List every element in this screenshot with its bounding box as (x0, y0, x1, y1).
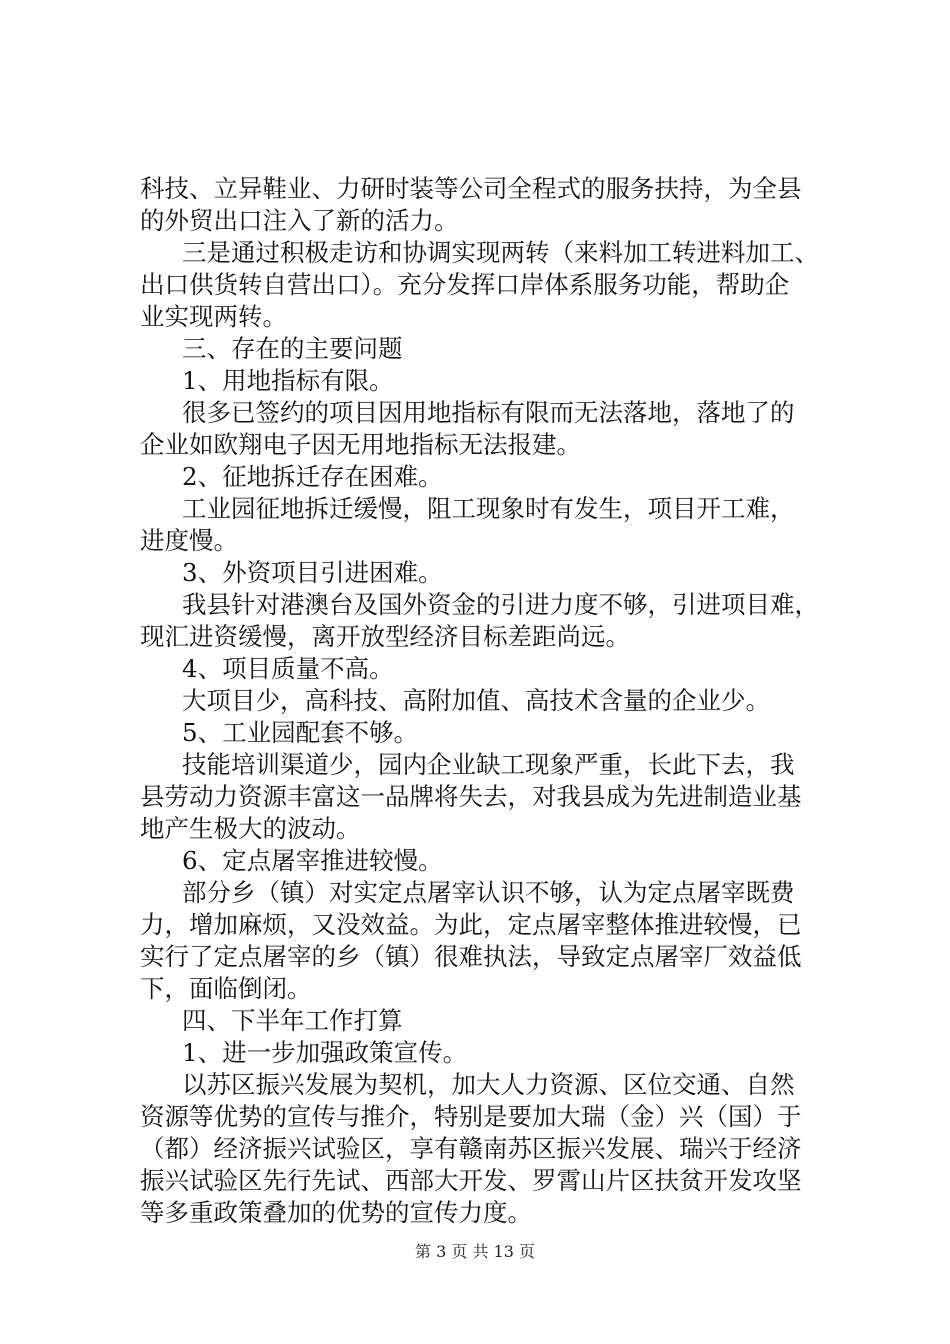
text-line: （都）经济振兴试验区，享有赣南苏区振兴发展、瑞兴于经济 (140, 1134, 802, 1163)
text-line: 工业园征地拆迁缓慢，阻工现象时有发生，项目开工难， (182, 494, 795, 523)
page-number-footer: 第 3 页 共 13 页 (415, 1242, 535, 1261)
text-line: 下，面临倒闭。 (140, 974, 312, 1003)
text-line: 进度慢。 (140, 526, 238, 555)
text-line: 大项目少，高科技、高附加值、高技术含量的企业少。 (182, 686, 770, 715)
text-line: 资源等优势的宣传与推介，特别是要加大瑞（金）兴（国）于 (140, 1102, 802, 1131)
text-line: 科技、立异鞋业、力研时装等公司全程式的服务扶持，为全县 (140, 174, 802, 203)
text-line: 现汇进资缓慢，离开放型经济目标差距尚远。 (140, 622, 630, 651)
subheading: 2、征地拆迁存在困难。 (182, 462, 443, 491)
text-line: 很多已签约的项目因用地指标有限而无法落地，落地了的 (182, 398, 795, 427)
text-line: 部分乡（镇）对实定点屠宰认识不够，认为定点屠宰既费 (182, 878, 795, 907)
text-line: 技能培训渠道少，园内企业缺工现象严重，长此下去，我 (182, 750, 795, 779)
text-line: 地产生极大的波动。 (140, 814, 361, 843)
text-line: 县劳动力资源丰富这一品牌将失去，对我县成为先进制造业基 (140, 782, 802, 811)
text-line: 的外贸出口注入了新的活力。 (140, 206, 459, 235)
text-line: 振兴试验区先行先试、西部大开发、罗霄山片区扶贫开发攻坚 (140, 1166, 802, 1195)
text-line: 三是通过积极走访和协调实现两转（来料加工转进料加工、 (182, 238, 819, 267)
subheading: 6、定点屠宰推进较慢。 (182, 846, 443, 875)
subheading: 4、项目质量不高。 (182, 654, 394, 683)
text-line: 实行了定点屠宰的乡（镇）很难执法，导致定点屠宰厂效益低 (140, 942, 802, 971)
subheading: 1、进一步加强政策宣传。 (182, 1038, 468, 1067)
subheading: 5、工业园配套不够。 (182, 718, 419, 747)
section-heading: 四、下半年工作打算 (182, 1006, 403, 1035)
text-line: 以苏区振兴发展为契机，加大人力资源、区位交通、自然 (182, 1070, 795, 1099)
text-line: 出口供货转自营出口）。充分发挥口岸体系服务功能，帮助企 (140, 270, 790, 299)
subheading: 1、用地指标有限。 (182, 366, 394, 395)
text-line: 业实现两转。 (140, 302, 287, 331)
text-line: 等多重政策叠加的优势的宣传力度。 (140, 1198, 532, 1227)
text-line: 企业如欧翔电子因无用地指标无法报建。 (140, 430, 581, 459)
subheading: 3、外资项目引进困难。 (182, 558, 443, 587)
text-line: 我县针对港澳台及国外资金的引进力度不够，引进项目难， (182, 590, 819, 619)
section-heading: 三、存在的主要问题 (182, 334, 403, 363)
text-line: 力，增加麻烦，又没效益。为此，定点屠宰整体推进较慢，已 (140, 910, 802, 939)
